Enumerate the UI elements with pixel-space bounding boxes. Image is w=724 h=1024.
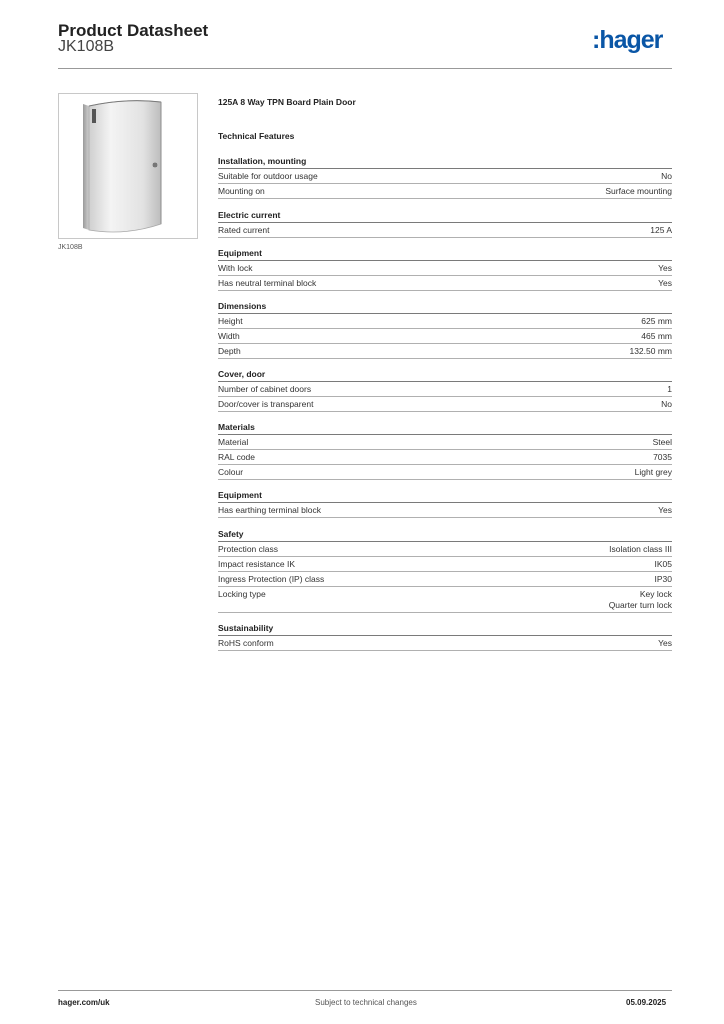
section-heading: Safety	[218, 527, 672, 542]
spec-label: Locking type	[218, 589, 266, 599]
spec-row	[218, 314, 672, 329]
spec-row	[218, 344, 672, 359]
section-equipment	[218, 246, 672, 291]
section-sustainability	[218, 621, 672, 651]
spec-label: RoHS conform	[218, 638, 274, 648]
spec-label: Suitable for outdoor usage	[218, 171, 318, 181]
spec-value: Surface mounting	[605, 186, 672, 196]
spec-value: No	[661, 171, 672, 181]
spec-row	[218, 329, 672, 344]
spec-label: Height	[218, 316, 243, 326]
spec-value: 125 A	[650, 225, 672, 235]
spec-value: 7035	[653, 452, 672, 462]
spec-label: Protection class	[218, 544, 278, 554]
section-materials	[218, 420, 672, 480]
spec-label: Has earthing terminal block	[218, 505, 321, 515]
spec-row	[218, 465, 672, 480]
section-heading: Installation, mounting	[218, 154, 672, 169]
product-image	[58, 93, 198, 239]
section-heading: Electric current	[218, 208, 672, 223]
spec-row	[218, 557, 672, 572]
spec-label: Material	[218, 437, 249, 447]
spec-label: Width	[218, 331, 240, 341]
spec-row	[218, 503, 672, 518]
spec-value: Yes	[658, 505, 672, 515]
spec-row	[218, 276, 672, 291]
technical-features-title: Technical Features	[218, 131, 295, 141]
hager-logo	[592, 27, 674, 55]
footer-date: 05.09.2025	[626, 998, 667, 1007]
spec-label: With lock	[218, 263, 253, 273]
section-heading: Equipment	[218, 488, 672, 503]
spec-value: No	[661, 399, 672, 409]
footer-divider	[58, 990, 672, 991]
spec-label: Number of cabinet doors	[218, 384, 312, 394]
spec-label: Colour	[218, 467, 244, 477]
spec-value: Isolation class III	[609, 544, 672, 554]
footer-website-link[interactable]: hager.com/uk	[58, 998, 110, 1007]
section-heading: Materials	[218, 420, 672, 435]
spec-row	[218, 169, 672, 184]
footer-notice: Subject to technical changes	[315, 998, 417, 1007]
spec-row	[218, 450, 672, 465]
document-title: Product Datasheet	[58, 21, 209, 40]
spec-label: Depth	[218, 346, 241, 356]
header-divider	[58, 68, 672, 69]
section-heading: Cover, door	[218, 367, 672, 382]
spec-value: 132.50 mm	[629, 346, 672, 356]
spec-row	[218, 223, 672, 238]
distribution-board-illustration	[59, 94, 197, 238]
section-dimensions	[218, 299, 672, 359]
section-equipment-earthing	[218, 488, 672, 518]
spec-row	[218, 435, 672, 450]
spec-value: Yes	[658, 278, 672, 288]
spec-label: Mounting on	[218, 186, 265, 196]
spec-row	[218, 382, 672, 397]
spec-value: Key lock Quarter turn lock	[608, 589, 672, 610]
spec-value: Steel	[652, 437, 672, 447]
section-installation-mounting	[218, 154, 672, 199]
image-caption: JK108B	[58, 244, 83, 251]
spec-value: 465 mm	[641, 331, 672, 341]
section-cover-door	[218, 367, 672, 412]
spec-label: Rated current	[218, 225, 270, 235]
spec-value: 625 mm	[641, 316, 672, 326]
spec-value: IK05	[654, 559, 672, 569]
spec-row	[218, 397, 672, 412]
section-heading: Equipment	[218, 246, 672, 261]
product-name: 125A 8 Way TPN Board Plain Door	[218, 97, 356, 107]
spec-value: IP30	[654, 574, 672, 584]
section-heading: Sustainability	[218, 621, 672, 636]
spec-label: Ingress Protection (IP) class	[218, 574, 325, 584]
spec-value: Yes	[658, 263, 672, 273]
section-electric-current	[218, 208, 672, 238]
spec-label: Door/cover is transparent	[218, 399, 314, 409]
spec-row	[218, 572, 672, 587]
spec-row	[218, 184, 672, 199]
spec-row	[218, 261, 672, 276]
section-safety	[218, 527, 672, 613]
spec-label: RAL code	[218, 452, 256, 462]
spec-row	[218, 542, 672, 557]
spec-value: Yes	[658, 638, 672, 648]
product-code: JK108B	[58, 38, 115, 55]
spec-label: Impact resistance IK	[218, 559, 296, 569]
spec-value: 1	[667, 384, 672, 394]
spec-row	[218, 587, 672, 613]
spec-value: Light grey	[634, 467, 672, 477]
spec-label: Has neutral terminal block	[218, 278, 317, 288]
spec-row	[218, 636, 672, 651]
hager-logo-text: :hager	[592, 27, 663, 54]
section-heading: Dimensions	[218, 299, 672, 314]
